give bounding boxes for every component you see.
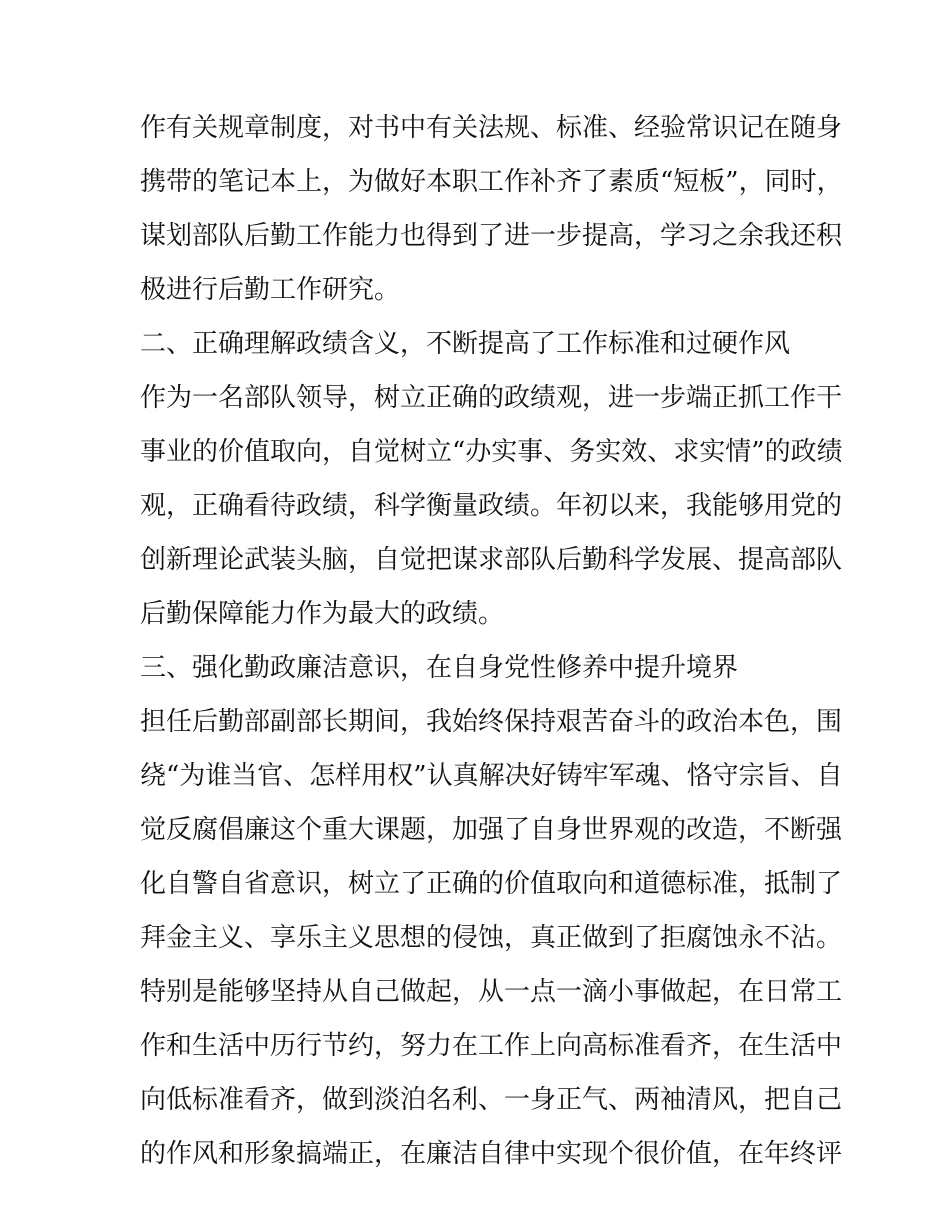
text-line: 观，正确看待政绩，科学衡量政绩。年初以来，我能够用党的 <box>140 491 843 521</box>
text-line: 极进行后勤工作研究。 <box>140 275 401 305</box>
text-line: 向低标准看齐，做到淡泊名利、一身正气、两袖清风，把自己 <box>140 1085 843 1115</box>
text-line: 特别是能够坚持从自己做起，从一点一滴小事做起，在日常工 <box>140 977 843 1007</box>
text-line: 事业的价值取向，自觉树立“办实事、务实效、求实情”的政绩 <box>140 437 843 467</box>
text-line: 的作风和形象搞端正，在廉洁自律中实现个很价值，在年终评 <box>140 1139 843 1169</box>
text-line: 作有关规章制度，对书中有关法规、标准、经验常识记在随身 <box>140 113 843 143</box>
section-heading: 三、强化勤政廉洁意识，在自身党性修养中提升境界 <box>140 653 739 683</box>
text-line: 后勤保障能力作为最大的政绩。 <box>140 599 505 629</box>
text-line: 创新理论武装头脑，自觉把谋求部队后勤科学发展、提高部队 <box>140 545 843 575</box>
text-line: 作为一名部队领导，树立正确的政绩观，进一步端正抓工作干 <box>140 383 843 413</box>
text-line: 携带的笔记本上，为做好本职工作补齐了素质“短板”，同时， <box>140 167 843 197</box>
text-line: 拜金主义、享乐主义思想的侵蚀，真正做到了拒腐蚀永不沾。 <box>140 923 843 953</box>
text-line: 化自警自省意识，树立了正确的价值取向和道德标准，抵制了 <box>140 869 843 899</box>
text-line: 绕“为谁当官、怎样用权”认真解决好铸牢军魂、恪守宗旨、自 <box>140 761 843 791</box>
text-line: 作和生活中历行节约，努力在工作上向高标准看齐，在生活中 <box>140 1031 843 1061</box>
text-line: 谋划部队后勤工作能力也得到了进一步提高，学习之余我还积 <box>140 221 843 251</box>
text-line: 担任后勤部副部长期间，我始终保持艰苦奋斗的政治本色，围 <box>140 707 843 737</box>
section-heading: 二、正确理解政绩含义，不断提高了工作标准和过硬作风 <box>140 329 791 359</box>
text-line: 觉反腐倡廉这个重大课题，加强了自身世界观的改造，不断强 <box>140 815 843 845</box>
